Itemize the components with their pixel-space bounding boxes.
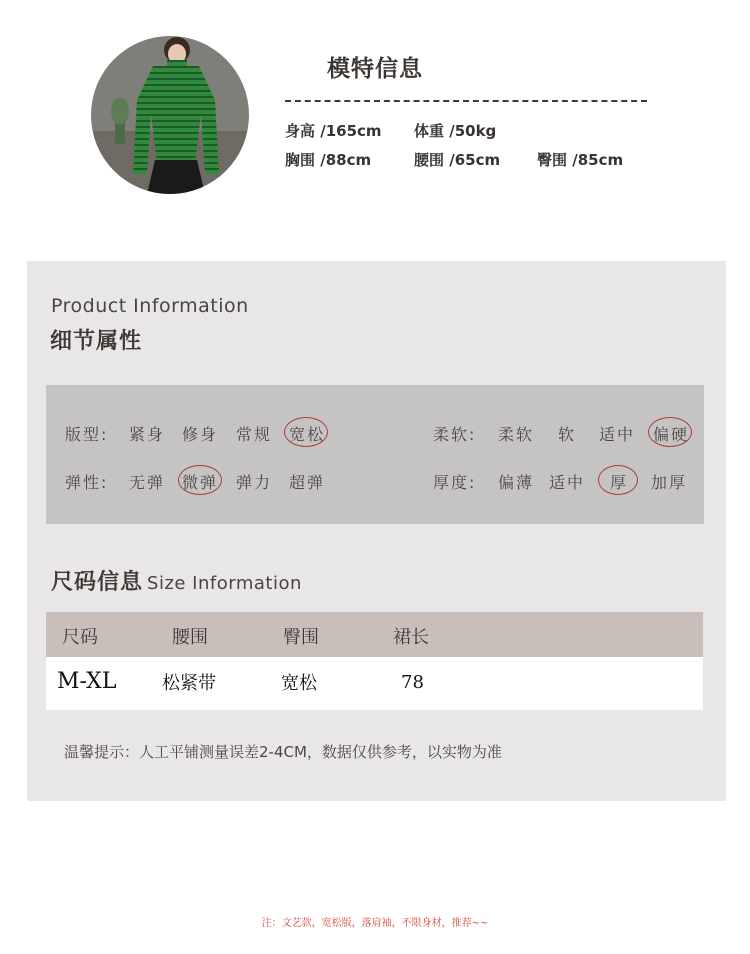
- attr-softness-option: 柔软: [498, 425, 535, 444]
- attr-softness-option: 适中: [599, 425, 636, 444]
- size-header-cell: 裙长: [393, 627, 429, 648]
- attr-softness-label: 柔软:: [433, 425, 477, 444]
- size-cell: 78: [401, 672, 424, 693]
- model-photo-image: [91, 36, 249, 194]
- size-cell: 宽松: [281, 673, 317, 694]
- size-cell: 松紧带: [162, 673, 216, 694]
- model-hip: 臀围 /85cm: [537, 151, 624, 169]
- attr-fit-label: 版型:: [65, 425, 109, 444]
- footer-note: 注：文艺款，宽松版，落肩袖，不限身材，推荐~~: [261, 918, 489, 929]
- attr-elasticity-option: 无弹: [129, 473, 166, 492]
- attribute-box: [46, 385, 704, 524]
- attr-elasticity-option-selected: 微弹: [182, 473, 219, 492]
- selection-circle-mark: [648, 417, 692, 447]
- dashed-divider: [285, 100, 647, 102]
- attr-thickness-label: 厚度:: [433, 473, 477, 492]
- size-header-cell: 尺码: [62, 627, 98, 648]
- attr-fit-option: 常规: [236, 425, 273, 444]
- selection-circle-mark: [178, 465, 222, 495]
- attr-elasticity-label: 弹性:: [65, 473, 109, 492]
- selection-circle-mark: [598, 465, 638, 495]
- attr-thickness-option: 偏薄: [498, 473, 535, 492]
- model-info-title: 模特信息: [327, 56, 423, 82]
- attr-softness-option: 软: [558, 425, 577, 444]
- size-info-title: [51, 565, 302, 596]
- size-table-header: [46, 612, 703, 657]
- attr-thickness-option: 适中: [549, 473, 586, 492]
- attr-elasticity-option: 弹力: [236, 473, 273, 492]
- product-info-title-en: Product Information: [51, 295, 249, 317]
- selection-circle-mark: [284, 417, 328, 447]
- model-height: 身高 /165cm: [285, 122, 382, 140]
- attr-softness-option-selected: 偏硬: [653, 425, 690, 444]
- model-waist: 腰围 /65cm: [414, 151, 501, 169]
- model-bust: 胸围 /88cm: [285, 151, 372, 169]
- attr-fit-option: 紧身: [129, 425, 166, 444]
- size-info-title-cn: 尺码信息: [51, 570, 144, 595]
- product-info-title-cn: 细节属性: [50, 329, 143, 354]
- size-header-cell: 腰围: [172, 627, 208, 648]
- model-photo: [91, 36, 249, 194]
- size-table-row: [46, 657, 703, 710]
- attr-thickness-option-selected: 厚: [610, 473, 629, 492]
- measurement-tip: 温馨提示：人工平铺测量误差2-4CM，数据仅供参考，以实物为准: [64, 743, 502, 761]
- size-header-cell: 臀围: [283, 627, 319, 648]
- model-weight: 体重 /50kg: [414, 122, 497, 140]
- attr-fit-option: 修身: [182, 425, 219, 444]
- attr-fit-option-selected: 宽松: [289, 425, 326, 444]
- attr-thickness-option: 加厚: [651, 473, 688, 492]
- size-info-title-en: Size Information: [147, 573, 302, 594]
- size-cell: M-XL: [57, 669, 117, 694]
- attr-elasticity-option: 超弹: [289, 473, 326, 492]
